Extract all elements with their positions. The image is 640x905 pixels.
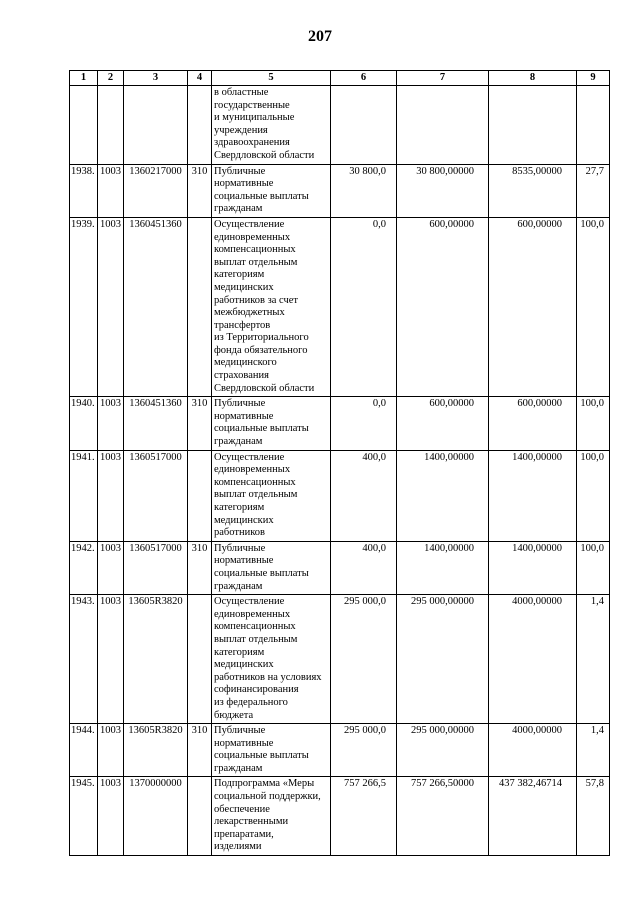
row-number: 1945. [70,777,98,856]
item-description: Осуществление единовременных компенсационных выплат отдельным категориям медицинских работников за счет межбюджетных трансфертов из Территориального фонда обязательного медицинского страхования Свердловской области [212,217,331,396]
value-col-8: 1400,00000 [489,450,577,541]
expense-type-code: 310 [188,724,212,777]
expense-type-code [188,595,212,724]
value-col-7: 1400,00000 [397,541,489,594]
value-col-8: 600,00000 [489,397,577,450]
target-article-code: 1370000000 [124,777,188,856]
value-col-9: 100,0 [577,450,610,541]
table-row [70,164,610,217]
column-header: 1 [70,71,98,86]
value-col-8: 1400,00000 [489,541,577,594]
value-col-6: 295 000,0 [331,724,397,777]
column-header: 3 [124,71,188,86]
column-header: 2 [98,71,124,86]
target-article-code [124,86,188,165]
expense-type-code: 310 [188,541,212,594]
header-row [70,71,610,86]
value-col-7: 600,00000 [397,217,489,396]
target-article-code: 13605R3820 [124,724,188,777]
item-description: в областные государственные и муниципальные учреждения здравоохранения Свердловской области [212,86,331,165]
value-col-9 [577,86,610,165]
value-col-6: 400,0 [331,541,397,594]
value-col-8: 437 382,46714 [489,777,577,856]
section-code: 1003 [98,450,124,541]
budget-table [69,70,610,856]
value-col-8 [489,86,577,165]
column-header: 7 [397,71,489,86]
target-article-code: 1360451360 [124,217,188,396]
value-col-6: 0,0 [331,217,397,396]
value-col-6: 295 000,0 [331,595,397,724]
value-col-9: 27,7 [577,164,610,217]
expense-type-code [188,450,212,541]
value-col-6: 0,0 [331,397,397,450]
row-number: 1938. [70,164,98,217]
section-code: 1003 [98,541,124,594]
value-col-8: 600,00000 [489,217,577,396]
row-number: 1939. [70,217,98,396]
section-code: 1003 [98,777,124,856]
value-col-9: 1,4 [577,724,610,777]
row-number: 1941. [70,450,98,541]
value-col-7: 1400,00000 [397,450,489,541]
value-col-9: 100,0 [577,397,610,450]
table-row [70,397,610,450]
row-number: 1940. [70,397,98,450]
item-description: Подпрограмма «Меры социальной поддержки, обеспечение лекарственными препаратами, изделиями [212,777,331,856]
item-description: Публичные нормативные социальные выплаты гражданам [212,724,331,777]
value-col-6 [331,86,397,165]
item-description: Публичные нормативные социальные выплаты гражданам [212,397,331,450]
table-row [70,450,610,541]
value-col-9: 57,8 [577,777,610,856]
table-row [70,541,610,594]
value-col-7: 757 266,50000 [397,777,489,856]
value-col-8: 4000,00000 [489,724,577,777]
column-header: 4 [188,71,212,86]
item-description: Осуществление единовременных компенсационных выплат отдельным категориям медицинских работников [212,450,331,541]
row-number [70,86,98,165]
target-article-code: 1360217000 [124,164,188,217]
expense-type-code [188,777,212,856]
expense-type-code [188,86,212,165]
value-col-8: 4000,00000 [489,595,577,724]
section-code [98,86,124,165]
row-number: 1943. [70,595,98,724]
section-code: 1003 [98,724,124,777]
value-col-6: 757 266,5 [331,777,397,856]
section-code: 1003 [98,397,124,450]
value-col-7: 30 800,00000 [397,164,489,217]
value-col-7 [397,86,489,165]
table-row [70,724,610,777]
target-article-code: 1360517000 [124,541,188,594]
column-header: 9 [577,71,610,86]
section-code: 1003 [98,595,124,724]
table-row [70,595,610,724]
row-number: 1942. [70,541,98,594]
target-article-code: 1360517000 [124,450,188,541]
expense-type-code: 310 [188,164,212,217]
item-description: Осуществление единовременных компенсационных выплат отдельным категориям медицинских работников на условиях софинансирования из федерального бюджета [212,595,331,724]
value-col-9: 1,4 [577,595,610,724]
item-description: Публичные нормативные социальные выплаты гражданам [212,541,331,594]
value-col-7: 295 000,00000 [397,724,489,777]
section-code: 1003 [98,164,124,217]
value-col-7: 600,00000 [397,397,489,450]
page-number: 207 [308,28,332,45]
value-col-8: 8535,00000 [489,164,577,217]
value-col-9: 100,0 [577,541,610,594]
column-header: 6 [331,71,397,86]
expense-type-code: 310 [188,397,212,450]
table-row [70,86,610,165]
section-code: 1003 [98,217,124,396]
target-article-code: 13605R3820 [124,595,188,724]
target-article-code: 1360451360 [124,397,188,450]
column-header: 8 [489,71,577,86]
item-description: Публичные нормативные социальные выплаты гражданам [212,164,331,217]
value-col-6: 400,0 [331,450,397,541]
value-col-7: 295 000,00000 [397,595,489,724]
value-col-6: 30 800,0 [331,164,397,217]
row-number: 1944. [70,724,98,777]
value-col-9: 100,0 [577,217,610,396]
column-header: 5 [212,71,331,86]
table-row [70,777,610,856]
table-row [70,217,610,396]
expense-type-code [188,217,212,396]
